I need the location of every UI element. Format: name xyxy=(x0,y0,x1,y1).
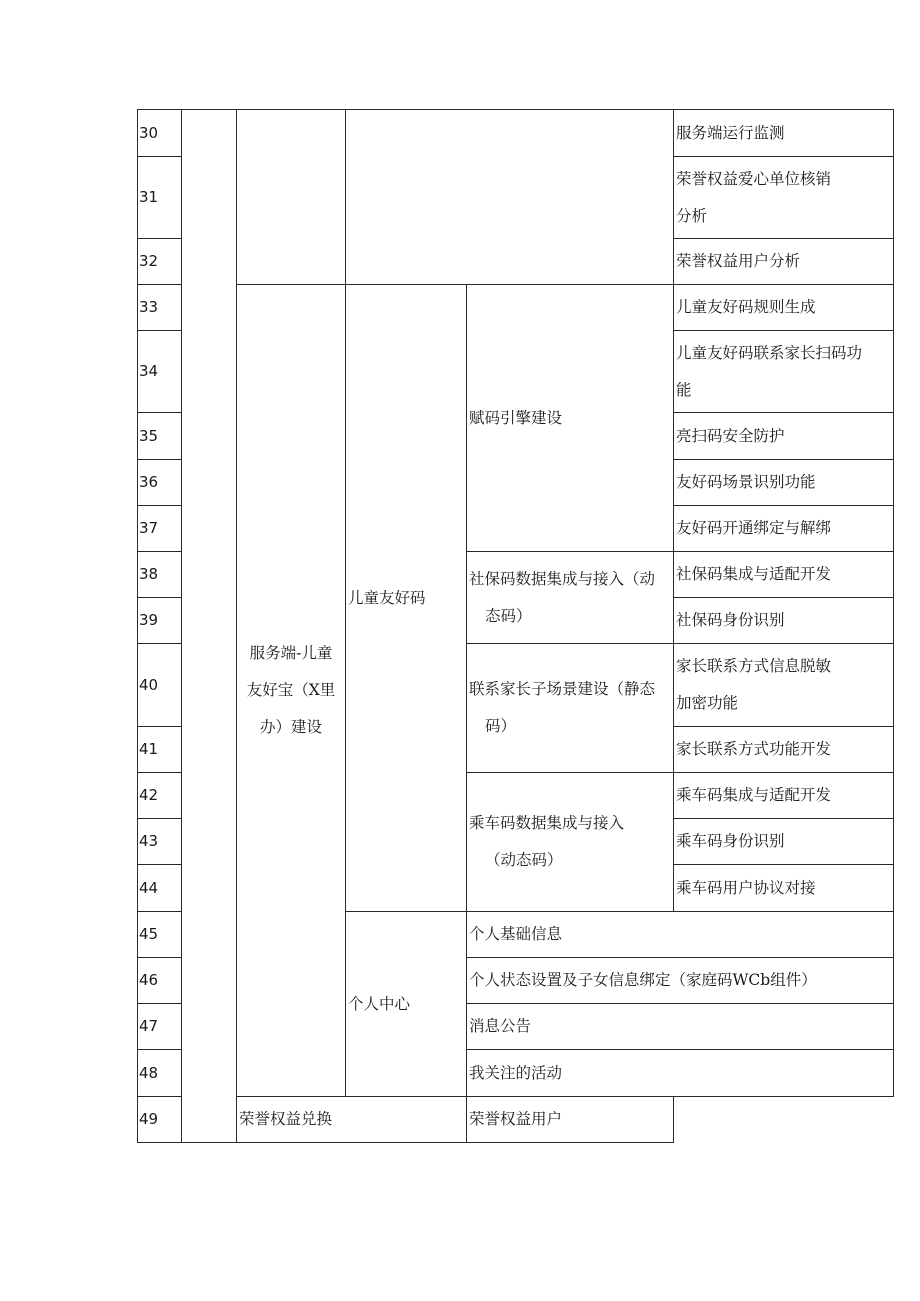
group-cell-child-code: 儿童友好码 xyxy=(346,285,467,912)
row-number: 48 xyxy=(138,1050,182,1097)
blank-cell xyxy=(346,110,674,285)
subgroup-line: 联系家长子场景建设（静态 xyxy=(469,680,656,698)
item-cell: 社保码身份识别 xyxy=(674,598,894,644)
row-number: 47 xyxy=(138,1004,182,1050)
item-line: 家长联系方式信息脱敏 xyxy=(676,657,832,675)
subgroup-line: 乘车码数据集成与接入 xyxy=(469,814,625,832)
row-number: 30 xyxy=(138,110,182,157)
item-cell: 荣誉权益用户 xyxy=(467,1097,674,1143)
row-number: 40 xyxy=(138,644,182,727)
subgroup-bus-code xyxy=(467,773,674,912)
group-line: 友好宝（X里 xyxy=(246,681,336,699)
row-number: 35 xyxy=(138,413,182,460)
item-cell: 家长联系方式功能开发 xyxy=(674,727,894,773)
item-line: 儿童友好码联系家长扫码功 xyxy=(676,343,863,362)
item-cell: 儿童友好码规则生成 xyxy=(674,285,894,331)
item-line: 分析 xyxy=(676,206,708,225)
row-number: 33 xyxy=(138,285,182,331)
table-row xyxy=(138,1097,894,1143)
row-number: 31 xyxy=(138,157,182,239)
table-row xyxy=(138,285,894,331)
row-number: 38 xyxy=(138,552,182,598)
subgroup-social-code xyxy=(467,552,674,644)
item-cell xyxy=(674,644,894,727)
item-cell: 个人基础信息 xyxy=(467,912,894,958)
item-cell: 消息公告 xyxy=(467,1004,894,1050)
group-cell-honor-exchange: 荣誉权益兑换 xyxy=(237,1097,467,1143)
row-number: 39 xyxy=(138,598,182,644)
item-cell xyxy=(674,331,894,413)
item-cell: 我关注的活动 xyxy=(467,1050,894,1097)
subgroup-code-engine: 赋码引擎建设 xyxy=(467,285,674,552)
group-cell-personal-center: 个人中心 xyxy=(346,912,467,1097)
group-line: 办）建设 xyxy=(259,718,322,736)
row-number: 43 xyxy=(138,819,182,865)
row-number: 45 xyxy=(138,912,182,958)
subgroup-line: 态码） xyxy=(485,606,532,625)
item-cell: 乘车码身份识别 xyxy=(674,819,894,865)
subgroup-parent-contact xyxy=(467,644,674,773)
item-line: 加密功能 xyxy=(676,694,739,712)
row-number: 44 xyxy=(138,865,182,912)
spec-table xyxy=(137,109,894,1143)
row-number: 32 xyxy=(138,239,182,285)
item-cell: 乘车码用户协议对接 xyxy=(674,865,894,912)
group-cell-server-child xyxy=(237,285,346,1097)
row-number: 42 xyxy=(138,773,182,819)
row-number: 41 xyxy=(138,727,182,773)
blank-cell xyxy=(237,110,346,285)
row-number: 34 xyxy=(138,331,182,413)
row-number: 46 xyxy=(138,958,182,1004)
subgroup-line: 码） xyxy=(485,717,517,735)
row-number: 37 xyxy=(138,506,182,552)
subgroup-line: （动态码） xyxy=(485,851,563,869)
table-row xyxy=(138,110,894,157)
item-cell: 友好码开通绑定与解绑 xyxy=(674,506,894,552)
blank-cell xyxy=(182,110,237,1143)
item-cell: 荣誉权益用户分析 xyxy=(674,239,894,285)
item-cell: 个人状态设置及子女信息绑定（家庭码WCb组件） xyxy=(467,958,894,1004)
item-cell: 社保码集成与适配开发 xyxy=(674,552,894,598)
item-line: 荣誉权益爱心单位核销 xyxy=(676,169,832,188)
row-number: 36 xyxy=(138,460,182,506)
item-cell: 友好码场景识别功能 xyxy=(674,460,894,506)
subgroup-line: 社保码数据集成与接入（动 xyxy=(469,569,656,588)
item-line: 能 xyxy=(676,380,692,399)
item-cell xyxy=(674,157,894,239)
item-cell: 亮扫码安全防护 xyxy=(674,413,894,460)
item-cell: 服务端运行监测 xyxy=(674,110,894,157)
group-line: 服务端-儿童 xyxy=(249,644,333,662)
row-number: 49 xyxy=(138,1097,182,1143)
item-cell: 乘车码集成与适配开发 xyxy=(674,773,894,819)
